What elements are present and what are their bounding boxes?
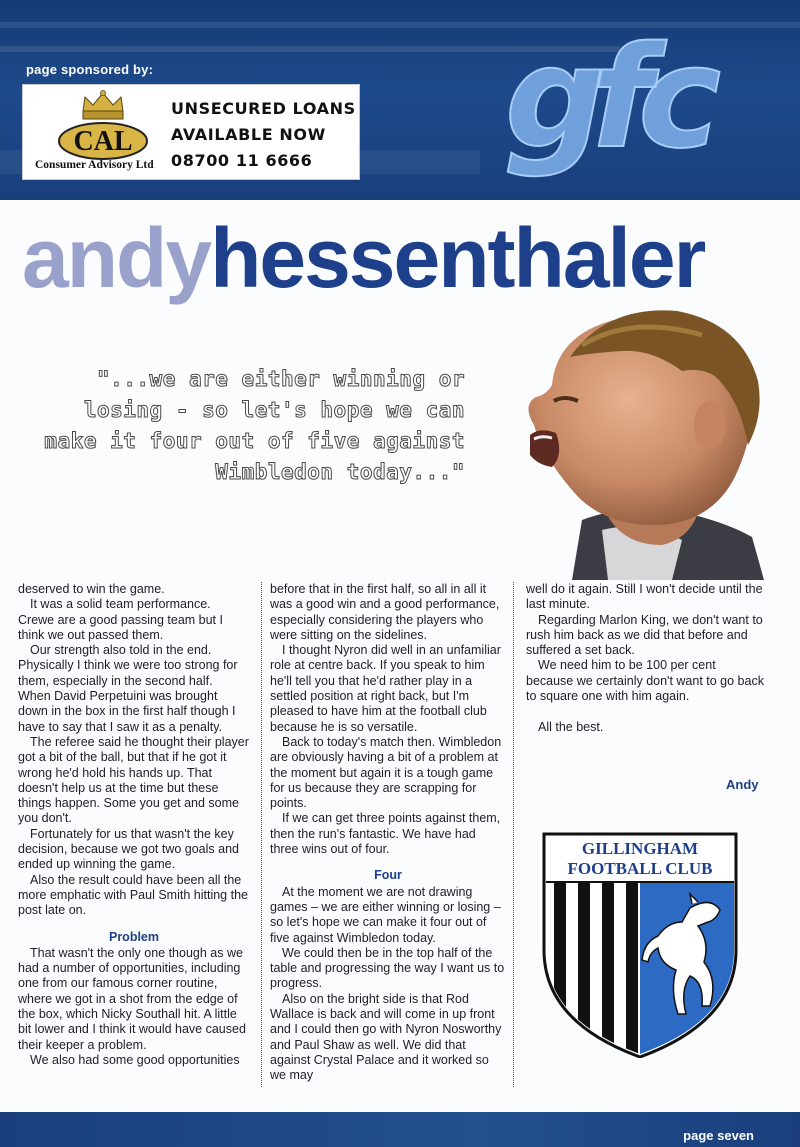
paragraph: We could then be in the top half of the table and progressing the way I want us to progress. [270, 945, 505, 991]
quote-line: "...we are either winning or [96, 367, 465, 391]
column-divider [261, 582, 262, 1087]
paragraph: We also had some good opportunities [30, 1052, 240, 1067]
paragraph: Our strength also told in the end. Physically I think we were too strong for them, especially in the second half. [18, 643, 238, 688]
quote-line: Wimbledon today..." [215, 460, 465, 484]
paragraph: If we can get three points against them, then the run's fantastic. We have had three wins out of four. [270, 811, 501, 857]
ad-subline: AVAILABLE NOW [171, 125, 326, 144]
club-crest [540, 830, 740, 1058]
paragraph: We need him to be 100 per cent because we certainly don't want to go back to square one with him again. [526, 658, 764, 704]
sponsor-advert[interactable] [22, 84, 360, 180]
paragraph: The referee said he thought their player got a bit of the ball, but that if he got it wrong he'd hold his hands up. That doesn't help us at the time but these things happen. Some you get and some you don't. [18, 734, 249, 826]
article-column-1 [18, 582, 250, 1068]
crest-line-2: FOOTBALL CLUB [567, 859, 713, 878]
page-title [22, 211, 705, 305]
title-last-name: hessenthaler [210, 211, 705, 305]
paragraph: Fortunately for us that wasn't the key decision, because we got two goals and ended up winning the game. [18, 826, 239, 872]
svg-text:gfc: gfc [505, 28, 708, 178]
article-column-3 [526, 582, 764, 736]
column-divider [513, 582, 514, 1087]
sponsor-label: page sponsored by: [26, 62, 154, 77]
sign-off: All the best. [538, 720, 604, 735]
cal-initials: CAL [73, 126, 133, 157]
paragraph: It was a solid team performance. Crewe are a good passing team but I think we out passed them. [18, 597, 223, 642]
company-name: Consumer Advisory Ltd [35, 159, 154, 171]
paragraph: That wasn't the only one though as we had a number of opportunities, including one from our famous corner routine, where we got in a shot from the edge of the box, which Nicky Southall hit. A little bit lower and I think it would have caused their keeper a problem. [18, 945, 246, 1052]
paragraph: I thought Nyron did well in an unfamiliar role at centre back. If you speak to him he'll tell you that he'd rather play in a settled position at right back, but I'm pleased to have him at the football club because he is so versatile. [270, 643, 501, 734]
crest-line-1: GILLINGHAM [581, 839, 699, 858]
ad-phone[interactable]: 08700 11 6666 [171, 151, 313, 170]
crown-icon [83, 91, 123, 120]
signature: Andy [726, 777, 759, 792]
paragraph: before that in the first half, so all in all it was a good win and a good performance, especially considering the players who were sitting on the sidelines. [270, 582, 500, 642]
footer-band [0, 1112, 800, 1147]
quote-line: losing - so let's hope we can [83, 398, 465, 422]
article-column-2 [270, 582, 506, 1084]
manager-portrait [512, 305, 777, 580]
paragraph: At the moment we are not drawing games – we are either winning or losing – so let's hope we can make it four out of five against Wimbledon today. [270, 884, 501, 945]
gfc-brand-mark [505, 28, 775, 178]
title-first-name: andy [22, 211, 211, 305]
paragraph: deserved to win the game. [18, 582, 165, 596]
paragraph: Regarding Marlon King, we don't want to rush him back as we did that before and suffered a set back. [526, 612, 763, 658]
quote-line: make it four out of five against [44, 429, 465, 453]
paragraph: When David Perpetuini was brought down in the box in the first half though I have to say that I saw it as a penalty. [18, 689, 236, 734]
subheading-four: Four [374, 868, 402, 883]
paragraph: Also on the bright side is that Rod Wallace is back and will come in up front and I could then go with Nyron Nosworthy and Paul Shaw as well. We did that against Crystal Palace and it worked so we may [270, 991, 502, 1083]
paragraph: Back to today's match then. Wimbledon are obviously having a bit of a problem at the moment but again it is a tough game for us because they are scrapping for points. [270, 734, 502, 811]
subheading-problem: Problem [108, 929, 159, 944]
paragraph: Also the result could have been all the more emphatic with Paul Smith hitting the post late on. [18, 872, 248, 918]
page-number: page seven [683, 1128, 754, 1143]
pull-quote [40, 364, 465, 488]
header-band [0, 0, 800, 200]
paragraph: well do it again. Still I won't decide until the last minute. [526, 582, 763, 612]
ad-headline: UNSECURED LOANS [171, 99, 356, 118]
